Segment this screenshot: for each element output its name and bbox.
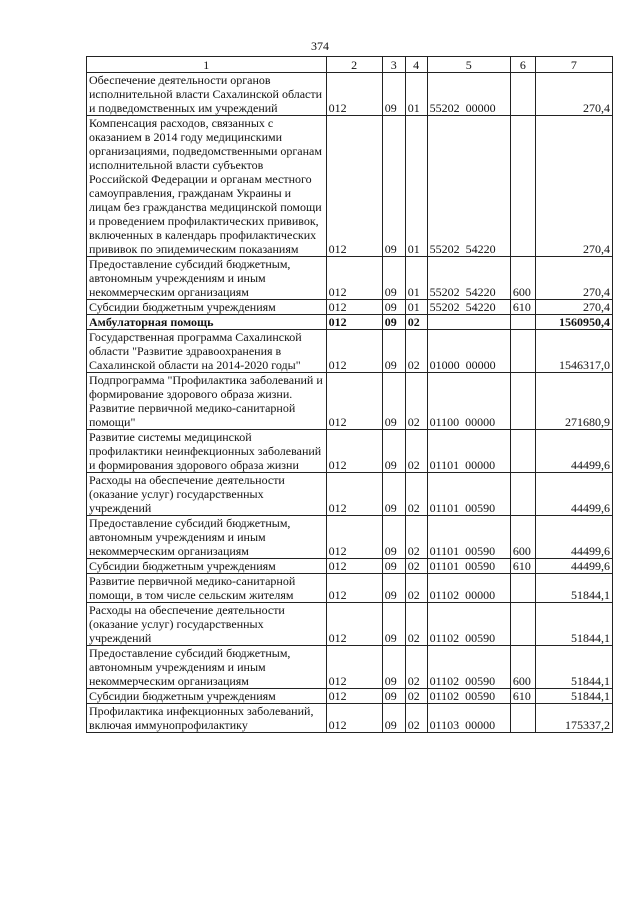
row-amount-cell: 51844,1 [535, 646, 612, 689]
row-name-cell: Субсидии бюджетным учреждениям [87, 689, 327, 704]
row-name-cell: Предоставление субсидий бюджетным, автономным учреждениям и иным некоммерческим организациям [87, 516, 327, 559]
row-name-cell: Компенсация расходов, связанных с оказанием в 2014 году медицинскими организациями, подведомственными органам исполнительной власти субъектов Российской Федерации и органам местного самоуправления, гражданам Украины и лицам без гражданства медицинской помощи и проведением профилактических прививок, включенных в календарь профилактических прививок по эпидемическим показаниям [87, 116, 327, 257]
row-expense-type-cell: 610 [510, 559, 535, 574]
row-amount-cell: 51844,1 [535, 603, 612, 646]
row-amount-cell: 270,4 [535, 73, 612, 116]
table-row [87, 473, 613, 516]
table-row [87, 300, 613, 315]
row-name-cell: Субсидии бюджетным учреждениям [87, 559, 327, 574]
row-amount-cell: 270,4 [535, 116, 612, 257]
row-section-cell: 09 [382, 689, 405, 704]
row-code-cell: 012 [326, 300, 382, 315]
row-code-cell: 012 [326, 559, 382, 574]
table-row [87, 603, 613, 646]
table-body [87, 73, 613, 733]
table-row [87, 315, 613, 330]
row-section-cell: 09 [382, 300, 405, 315]
row-target-article-cell: 01100 00000 [427, 373, 510, 430]
table-header-row [87, 57, 613, 73]
column-header-2: 2 [326, 57, 382, 73]
row-name-cell: Подпрограмма "Профилактика заболеваний и формирование здорового образа жизни. Развитие первичной медико-санитарной помощи" [87, 373, 327, 430]
table-row [87, 116, 613, 257]
row-expense-type-cell: 610 [510, 689, 535, 704]
row-name-cell: Развитие системы медицинской профилактики неинфекционных заболеваний и формирования здорового образа жизни [87, 430, 327, 473]
row-subsection-cell: 02 [405, 646, 427, 689]
row-code-cell: 012 [326, 646, 382, 689]
row-subsection-cell: 01 [405, 300, 427, 315]
row-amount-cell: 44499,6 [535, 559, 612, 574]
row-subsection-cell: 02 [405, 704, 427, 733]
row-expense-type-cell [510, 373, 535, 430]
row-section-cell: 09 [382, 603, 405, 646]
row-target-article-cell: 01102 00590 [427, 689, 510, 704]
row-expense-type-cell [510, 574, 535, 603]
table-row [87, 373, 613, 430]
row-subsection-cell: 02 [405, 559, 427, 574]
row-code-cell: 012 [326, 373, 382, 430]
row-code-cell: 012 [326, 704, 382, 733]
row-expense-type-cell: 600 [510, 516, 535, 559]
row-name-cell: Расходы на обеспечение деятельности (оказание услуг) государственных учреждений [87, 603, 327, 646]
row-amount-cell: 175337,2 [535, 704, 612, 733]
column-header-4: 4 [405, 57, 427, 73]
row-expense-type-cell: 600 [510, 646, 535, 689]
row-subsection-cell: 01 [405, 257, 427, 300]
row-target-article-cell: 01101 00590 [427, 473, 510, 516]
row-amount-cell: 1546317,0 [535, 330, 612, 373]
column-header-1: 1 [87, 57, 327, 73]
row-section-cell: 09 [382, 704, 405, 733]
table-row [87, 704, 613, 733]
row-target-article-cell: 01000 00000 [427, 330, 510, 373]
row-target-article-cell: 01103 00000 [427, 704, 510, 733]
row-target-article-cell [427, 315, 510, 330]
table-row [87, 73, 613, 116]
row-section-cell: 09 [382, 430, 405, 473]
row-subsection-cell: 01 [405, 73, 427, 116]
column-header-6: 6 [510, 57, 535, 73]
row-subsection-cell: 02 [405, 473, 427, 516]
row-target-article-cell: 01102 00590 [427, 646, 510, 689]
row-target-article-cell: 01102 00590 [427, 603, 510, 646]
row-subsection-cell: 02 [405, 315, 427, 330]
row-name-cell: Субсидии бюджетным учреждениям [87, 300, 327, 315]
row-code-cell: 012 [326, 473, 382, 516]
row-code-cell: 012 [326, 430, 382, 473]
row-section-cell: 09 [382, 73, 405, 116]
row-amount-cell: 44499,6 [535, 473, 612, 516]
row-expense-type-cell [510, 603, 535, 646]
row-amount-cell: 270,4 [535, 257, 612, 300]
row-expense-type-cell: 600 [510, 257, 535, 300]
row-expense-type-cell [510, 73, 535, 116]
table-row [87, 559, 613, 574]
row-target-article-cell: 01101 00590 [427, 559, 510, 574]
row-subsection-cell: 02 [405, 574, 427, 603]
table-row [87, 430, 613, 473]
table-row [87, 257, 613, 300]
row-amount-cell: 51844,1 [535, 689, 612, 704]
row-section-cell: 09 [382, 559, 405, 574]
row-subsection-cell: 02 [405, 373, 427, 430]
row-subsection-cell: 02 [405, 603, 427, 646]
row-name-cell: Предоставление субсидий бюджетным, автономным учреждениям и иным некоммерческим организациям [87, 257, 327, 300]
row-name-cell: Расходы на обеспечение деятельности (оказание услуг) государственных учреждений [87, 473, 327, 516]
table-row [87, 330, 613, 373]
row-name-cell: Амбулаторная помощь [87, 315, 327, 330]
row-section-cell: 09 [382, 473, 405, 516]
row-section-cell: 09 [382, 330, 405, 373]
row-section-cell: 09 [382, 574, 405, 603]
row-expense-type-cell [510, 315, 535, 330]
row-code-cell: 012 [326, 689, 382, 704]
row-expense-type-cell [510, 430, 535, 473]
row-expense-type-cell: 610 [510, 300, 535, 315]
row-amount-cell: 44499,6 [535, 516, 612, 559]
row-target-article-cell: 01102 00000 [427, 574, 510, 603]
row-expense-type-cell [510, 330, 535, 373]
row-code-cell: 012 [326, 257, 382, 300]
row-section-cell: 09 [382, 516, 405, 559]
table-row [87, 574, 613, 603]
row-code-cell: 012 [326, 330, 382, 373]
row-amount-cell: 271680,9 [535, 373, 612, 430]
row-amount-cell: 51844,1 [535, 574, 612, 603]
row-amount-cell: 1560950,4 [535, 315, 612, 330]
row-target-article-cell: 55202 54220 [427, 300, 510, 315]
row-section-cell: 09 [382, 646, 405, 689]
row-subsection-cell: 02 [405, 516, 427, 559]
column-header-3: 3 [382, 57, 405, 73]
row-amount-cell: 44499,6 [535, 430, 612, 473]
row-expense-type-cell [510, 473, 535, 516]
row-name-cell: Предоставление субсидий бюджетным, автономным учреждениям и иным некоммерческим организациям [87, 646, 327, 689]
row-target-article-cell: 01101 00000 [427, 430, 510, 473]
row-code-cell: 012 [326, 603, 382, 646]
row-expense-type-cell [510, 116, 535, 257]
row-target-article-cell: 55202 54220 [427, 257, 510, 300]
row-code-cell: 012 [326, 116, 382, 257]
table-row [87, 646, 613, 689]
row-section-cell: 09 [382, 373, 405, 430]
row-name-cell: Профилактика инфекционных заболеваний, включая иммунопрофилактику [87, 704, 327, 733]
budget-table [86, 56, 613, 733]
row-section-cell: 09 [382, 315, 405, 330]
row-amount-cell: 270,4 [535, 300, 612, 315]
row-code-cell: 012 [326, 315, 382, 330]
row-target-article-cell: 55202 00000 [427, 73, 510, 116]
row-target-article-cell: 55202 54220 [427, 116, 510, 257]
row-code-cell: 012 [326, 574, 382, 603]
row-name-cell: Развитие первичной медико-санитарной помощи, в том числе сельским жителям [87, 574, 327, 603]
row-subsection-cell: 02 [405, 689, 427, 704]
page-number: 374 [311, 39, 329, 53]
row-name-cell: Государственная программа Сахалинской области "Развитие здравоохранения в Сахалинской области на 2014-2020 годы" [87, 330, 327, 373]
row-expense-type-cell [510, 704, 535, 733]
column-header-7: 7 [535, 57, 612, 73]
row-code-cell: 012 [326, 516, 382, 559]
row-target-article-cell: 01101 00590 [427, 516, 510, 559]
row-code-cell: 012 [326, 73, 382, 116]
row-subsection-cell: 02 [405, 430, 427, 473]
column-header-5: 5 [427, 57, 510, 73]
row-section-cell: 09 [382, 116, 405, 257]
row-section-cell: 09 [382, 257, 405, 300]
row-subsection-cell: 01 [405, 116, 427, 257]
table-row [87, 689, 613, 704]
table-row [87, 516, 613, 559]
row-name-cell: Обеспечение деятельности органов исполнительной власти Сахалинской области и подведомственных им учреждений [87, 73, 327, 116]
row-subsection-cell: 02 [405, 330, 427, 373]
